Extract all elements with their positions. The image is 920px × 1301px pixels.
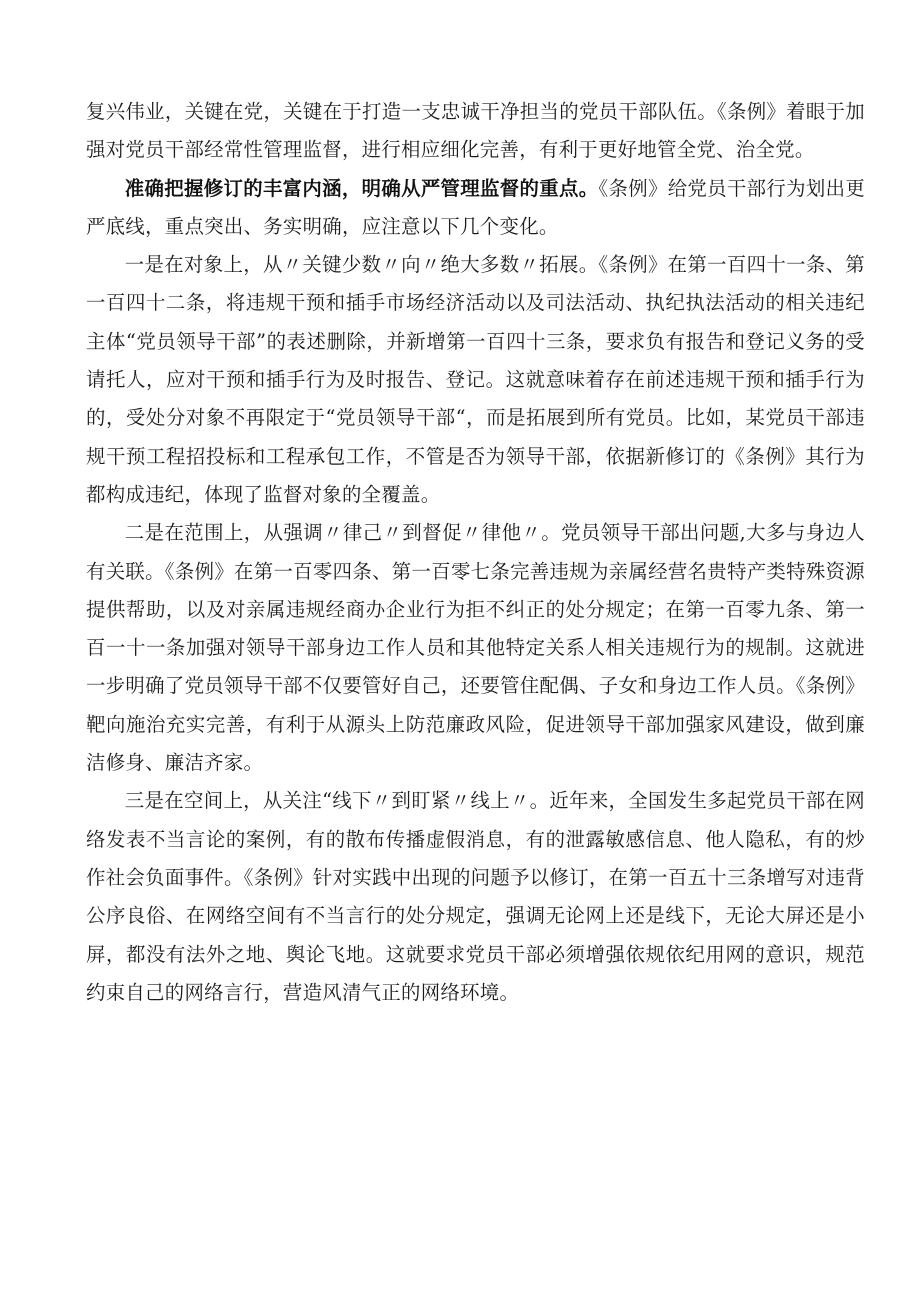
- section-lead-bold: 准确把握修订的丰富内涵，明确从严管理监督的重点。: [124, 176, 599, 200]
- document-body: [86, 93, 865, 1012]
- paragraph-point-three: 三是在空间上，从关注“线下〃到盯紧〃线上〃。近年来，全国发生多起党员干部在网络发表不当言论的案例，有的散布传播虚假消息，有的泄露敏感信息、他人隐私，有的炒作社会负面事件。《条例》针对实践中出现的问题予以修订，在第一百五十三条增写对违背公序良俗、在网络空间有不当言行的处分规定，强调无论网上还是线下，无论大屏还是小屏，都没有法外之地、舆论飞地。这就要求党员干部必须增强依规依纪用网的意识，规范约束自己的网络言行，营造风清气正的网络环境。: [86, 789, 865, 1004]
- section-lead-rest: 《条例》给党员干部行为划出更严底线，重点突出、务实明确，应注意以下几个变化。: [86, 176, 866, 238]
- paragraph-point-two: 二是在范围上，从强调〃律己〃到督促〃律他〃。党员领导干部出问题,大多与身边人有关联。《条例》在第一百零四条、第一百零七条完善违规为亲属经营名贵特产类特殊资源提供帮助，以及对亲属违规经商办企业行为拒不纠正的处分规定；在第一百零九条、第一百一十一条加强对领导干部身边工作人员和其他特定关系人相关违规行为的规制。这就进一步明确了党员领导干部不仅要管好自己，还要管住配偶、子女和身边工作人员。《条例》靶向施治充实完善，有利于从源头上防范廉政风险，促进领导干部加强家风建设，做到廉洁修身、廉洁齐家。: [86, 521, 865, 775]
- paragraph-section-heading: [86, 170, 865, 247]
- paragraph-intro-continuation: 复兴伟业，关键在党，关键在于打造一支忠诚干净担当的党员干部队伍。《条例》着眼于加强对党员干部经常性管理监督，进行相应细化完善，有利于更好地管全党、治全党。: [86, 100, 865, 162]
- paragraph-point-one: 一是在对象上，从〃关键少数〃向〃绝大多数〃拓展。《条例》在第一百四十一条、第一百四十二条，将违规干预和插手市场经济活动以及司法活动、执纪执法活动的相关违纪主体“党员领导干部”的表述删除，并新增第一百四十三条，要求负有报告和登记义务的受请托人，应对干预和插手行为及时报告、登记。这就意味着存在前述违规干预和插手行为的，受处分对象不再限定于“党员领导干部“，而是拓展到所有党员。比如，某党员干部违规干预工程招投标和工程承包工作，不管是否为领导干部，依据新修订的《条例》其行为都构成违纪，体现了监督对象的全覆盖。: [86, 253, 865, 506]
